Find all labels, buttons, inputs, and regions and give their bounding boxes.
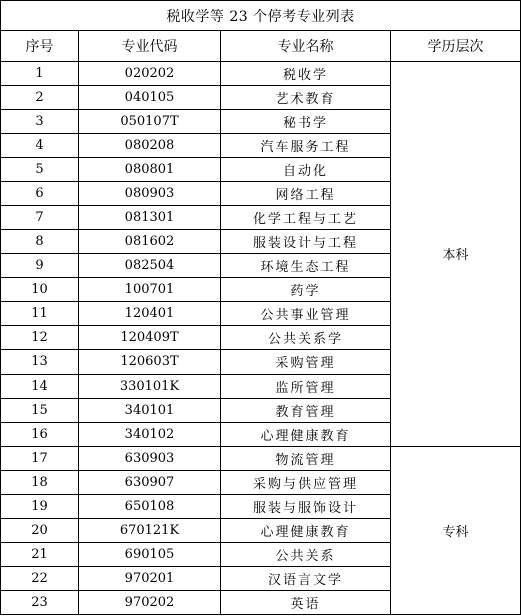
cell-index: 23 [1, 590, 79, 614]
title-row [1, 1, 521, 31]
cell-index: 8 [1, 230, 79, 254]
cell-name: 采购与供应管理 [221, 470, 391, 494]
cell-code: 120401 [79, 302, 221, 326]
cell-code: 630907 [79, 470, 221, 494]
cell-name: 环境生态工程 [221, 254, 391, 278]
cell-index: 7 [1, 206, 79, 230]
cell-name: 网络工程 [221, 182, 391, 206]
cell-index: 2 [1, 86, 79, 110]
cell-index: 3 [1, 110, 79, 134]
cell-code: 330101K [79, 374, 221, 398]
table-row [1, 62, 521, 86]
cell-code: 120603T [79, 350, 221, 374]
cell-index: 13 [1, 350, 79, 374]
cell-index: 9 [1, 254, 79, 278]
cell-name: 公共关系学 [221, 326, 391, 350]
cell-code: 970202 [79, 590, 221, 614]
table-title: 税收学等 23 个停考专业列表 [1, 1, 521, 31]
cell-index: 1 [1, 62, 79, 86]
cell-name: 心理健康教育 [221, 518, 391, 542]
cell-level: 专科 [391, 446, 521, 614]
cell-code: 630903 [79, 446, 221, 470]
cell-code: 082504 [79, 254, 221, 278]
cell-code: 100701 [79, 278, 221, 302]
cell-name: 秘书学 [221, 110, 391, 134]
cell-code: 050107T [79, 110, 221, 134]
cell-name: 服装与服饰设计 [221, 494, 391, 518]
cell-name: 英语 [221, 590, 391, 614]
cell-code: 340102 [79, 422, 221, 446]
cell-code: 670121K [79, 518, 221, 542]
cell-name: 艺术教育 [221, 86, 391, 110]
cell-code: 650108 [79, 494, 221, 518]
cell-name: 化学工程与工艺 [221, 206, 391, 230]
cell-name: 服装设计与工程 [221, 230, 391, 254]
cell-index: 17 [1, 446, 79, 470]
cell-index: 18 [1, 470, 79, 494]
cell-name: 公共关系 [221, 542, 391, 566]
cell-index: 11 [1, 302, 79, 326]
cell-code: 080801 [79, 158, 221, 182]
cell-name: 物流管理 [221, 446, 391, 470]
cell-index: 20 [1, 518, 79, 542]
table-row [1, 446, 521, 470]
cell-name: 监所管理 [221, 374, 391, 398]
cell-code: 970201 [79, 566, 221, 590]
cell-index: 4 [1, 134, 79, 158]
cell-index: 5 [1, 158, 79, 182]
header-row [1, 31, 521, 62]
cell-index: 14 [1, 374, 79, 398]
cell-code: 690105 [79, 542, 221, 566]
header-name: 专业名称 [221, 31, 391, 62]
cell-name: 自动化 [221, 158, 391, 182]
cell-index: 19 [1, 494, 79, 518]
cell-code: 040105 [79, 86, 221, 110]
table-body [1, 1, 521, 615]
cell-index: 12 [1, 326, 79, 350]
cell-index: 21 [1, 542, 79, 566]
cell-index: 15 [1, 398, 79, 422]
cell-code: 340101 [79, 398, 221, 422]
cell-code: 081602 [79, 230, 221, 254]
cell-index: 10 [1, 278, 79, 302]
cell-level: 本科 [391, 62, 521, 447]
cell-name: 教育管理 [221, 398, 391, 422]
cell-name: 税收学 [221, 62, 391, 86]
cell-name: 心理健康教育 [221, 422, 391, 446]
cell-code: 080208 [79, 134, 221, 158]
cell-name: 药学 [221, 278, 391, 302]
header-code: 专业代码 [79, 31, 221, 62]
cell-index: 16 [1, 422, 79, 446]
cell-code: 081301 [79, 206, 221, 230]
cell-code: 120409T [79, 326, 221, 350]
cell-code: 080903 [79, 182, 221, 206]
cell-name: 汽车服务工程 [221, 134, 391, 158]
cell-name: 汉语言文学 [221, 566, 391, 590]
cell-index: 22 [1, 566, 79, 590]
cell-name: 公共事业管理 [221, 302, 391, 326]
cell-name: 采购管理 [221, 350, 391, 374]
header-index: 序号 [1, 31, 79, 62]
cell-index: 6 [1, 182, 79, 206]
cell-code: 020202 [79, 62, 221, 86]
header-level: 学历层次 [391, 31, 521, 62]
